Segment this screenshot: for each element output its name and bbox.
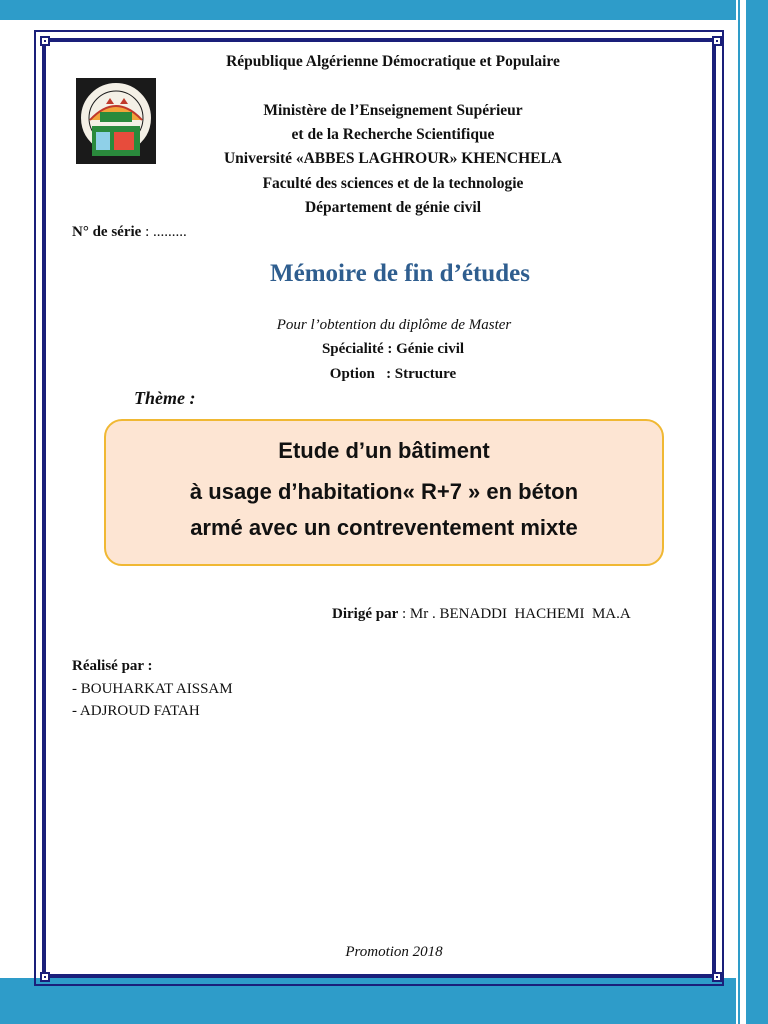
specialty-label: Spécialité <box>321 341 384 357</box>
border-corner-ornament <box>712 972 722 982</box>
option-line <box>0 366 768 383</box>
authors-label: Réalisé par : <box>72 658 153 674</box>
border-corner-ornament <box>712 36 722 46</box>
specialty-line <box>0 341 768 358</box>
serial-number-label: N° de série <box>72 224 142 240</box>
diploma-subtitle: Pour l’obtention du diplôme de Master <box>276 317 512 333</box>
theme-line: à usage d’habitation« R+7 » en béton <box>189 479 579 504</box>
promotion-year: Promotion 2018 <box>345 944 443 960</box>
border-corner-ornament <box>40 972 50 982</box>
document-title: Mémoire de fin d’études <box>270 260 530 287</box>
republic-heading: République Algérienne Démocratique et Populaire <box>226 53 560 70</box>
theme-line: armé avec un contreventement mixte <box>190 515 578 540</box>
border-corner-ornament <box>40 36 50 46</box>
university-name: Université «ABBES LAGHROUR» KHENCHELA <box>223 150 562 167</box>
author-name: - BOUHARKAT AISSAM <box>72 681 233 697</box>
theme-label: Thème : <box>134 388 196 408</box>
ministry-line-1: Ministère de l’Enseignement Supérieur <box>263 102 523 119</box>
top-color-band <box>0 0 736 20</box>
serial-number-value: : ......... <box>141 224 187 240</box>
supervisor <box>332 606 631 623</box>
ministry-line-2: et de la Recherche Scientifique <box>291 126 495 143</box>
supervisor-name: : Mr . BENADDI HACHEMI MA.A <box>398 606 631 622</box>
specialty-value: : Génie civil <box>383 341 465 357</box>
supervisor-label: Dirigé par <box>332 606 399 622</box>
option-label: Option <box>329 366 375 382</box>
option-value: : Structure <box>374 366 457 382</box>
author-name: - ADJROUD FATAH <box>72 703 200 719</box>
serial-number <box>72 224 187 241</box>
theme-line: Etude d’un bâtiment <box>278 438 490 463</box>
faculty-name: Faculté des sciences et de la technologie <box>262 175 524 192</box>
department-name: Département de génie civil <box>304 199 482 216</box>
